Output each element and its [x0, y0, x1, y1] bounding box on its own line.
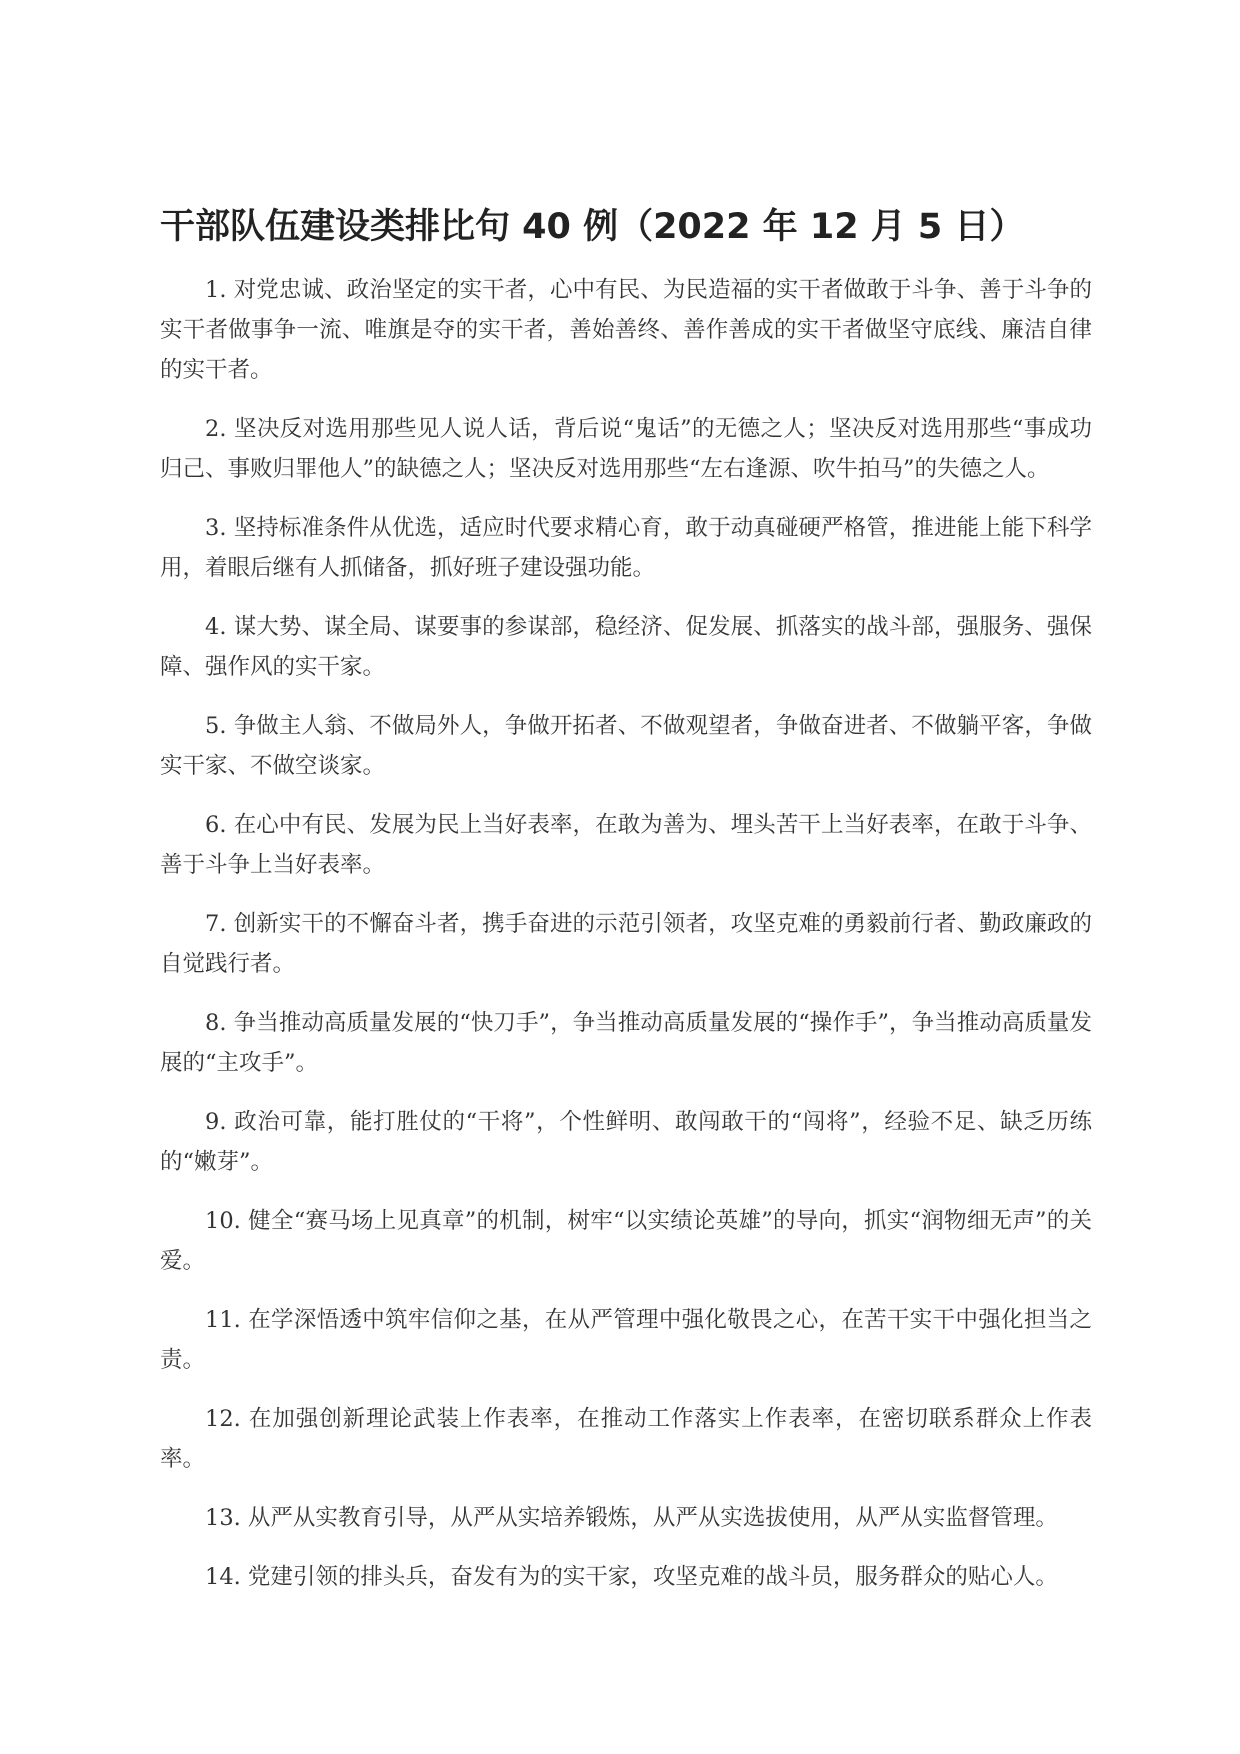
paragraph-3: 3. 坚持标准条件从优选，适应时代要求精心育，敢于动真碰硬严格管，推进能上能下科学用，着眼后继有人抓储备，抓好班子建设强功能。	[160, 515, 1092, 581]
paragraph-12: 12. 在加强创新理论武装上作表率，在推动工作落实上作表率，在密切联系群众上作表率。	[160, 1406, 1092, 1472]
paragraph-1: 1. 对党忠诚、政治坚定的实干者，心中有民、为民造福的实干者做敢于斗争、善于斗争的实干者做事争一流、唯旗是夺的实干者，善始善终、善作善成的实干者做坚守底线、廉洁自律的实干者。	[160, 277, 1092, 383]
paragraph-14: 14. 党建引领的排头兵，奋发有为的实干家，攻坚克难的战斗员，服务群众的贴心人。	[205, 1564, 1058, 1590]
paragraph-11: 11. 在学深悟透中筑牢信仰之基，在从严管理中强化敬畏之心，在苦干实干中强化担当之责。	[160, 1307, 1092, 1373]
paragraph-4: 4. 谋大势、谋全局、谋要事的参谋部，稳经济、促发展、抓落实的战斗部，强服务、强保障、强作风的实干家。	[160, 614, 1092, 680]
document-title: 干部队伍建设类排比句 40 例（2022 年 12 月 5 日）	[160, 207, 1025, 247]
paragraph-9: 9. 政治可靠，能打胜仗的“干将”，个性鲜明、敢闯敢干的“闯将”，经验不足、缺乏历练的“嫩芽”。	[160, 1109, 1092, 1175]
paragraph-6: 6. 在心中有民、发展为民上当好表率，在敢为善为、埋头苦干上当好表率，在敢于斗争、善于斗争上当好表率。	[160, 812, 1092, 878]
paragraph-5: 5. 争做主人翁、不做局外人，争做开拓者、不做观望者，争做奋进者、不做躺平客，争做实干家、不做空谈家。	[160, 713, 1092, 779]
paragraph-8: 8. 争当推动高质量发展的“快刀手”，争当推动高质量发展的“操作手”，争当推动高质量发展的“主攻手”。	[160, 1010, 1092, 1076]
paragraph-2: 2. 坚决反对选用那些见人说人话，背后说“鬼话”的无德之人；坚决反对选用那些“事成功归己、事败归罪他人”的缺德之人；坚决反对选用那些“左右逢源、吹牛拍马”的失德之人。	[160, 416, 1092, 482]
paragraph-7: 7. 创新实干的不懈奋斗者，携手奋进的示范引领者，攻坚克难的勇毅前行者、勤政廉政的自觉践行者。	[160, 911, 1092, 977]
paragraph-13: 13. 从严从实教育引导，从严从实培养锻炼，从严从实选拔使用，从严从实监督管理。	[205, 1505, 1058, 1531]
paragraph-10: 10. 健全“赛马场上见真章”的机制，树牢“以实绩论英雄”的导向，抓实“润物细无声”的关爱。	[160, 1208, 1092, 1274]
document-body	[160, 270, 1092, 1616]
